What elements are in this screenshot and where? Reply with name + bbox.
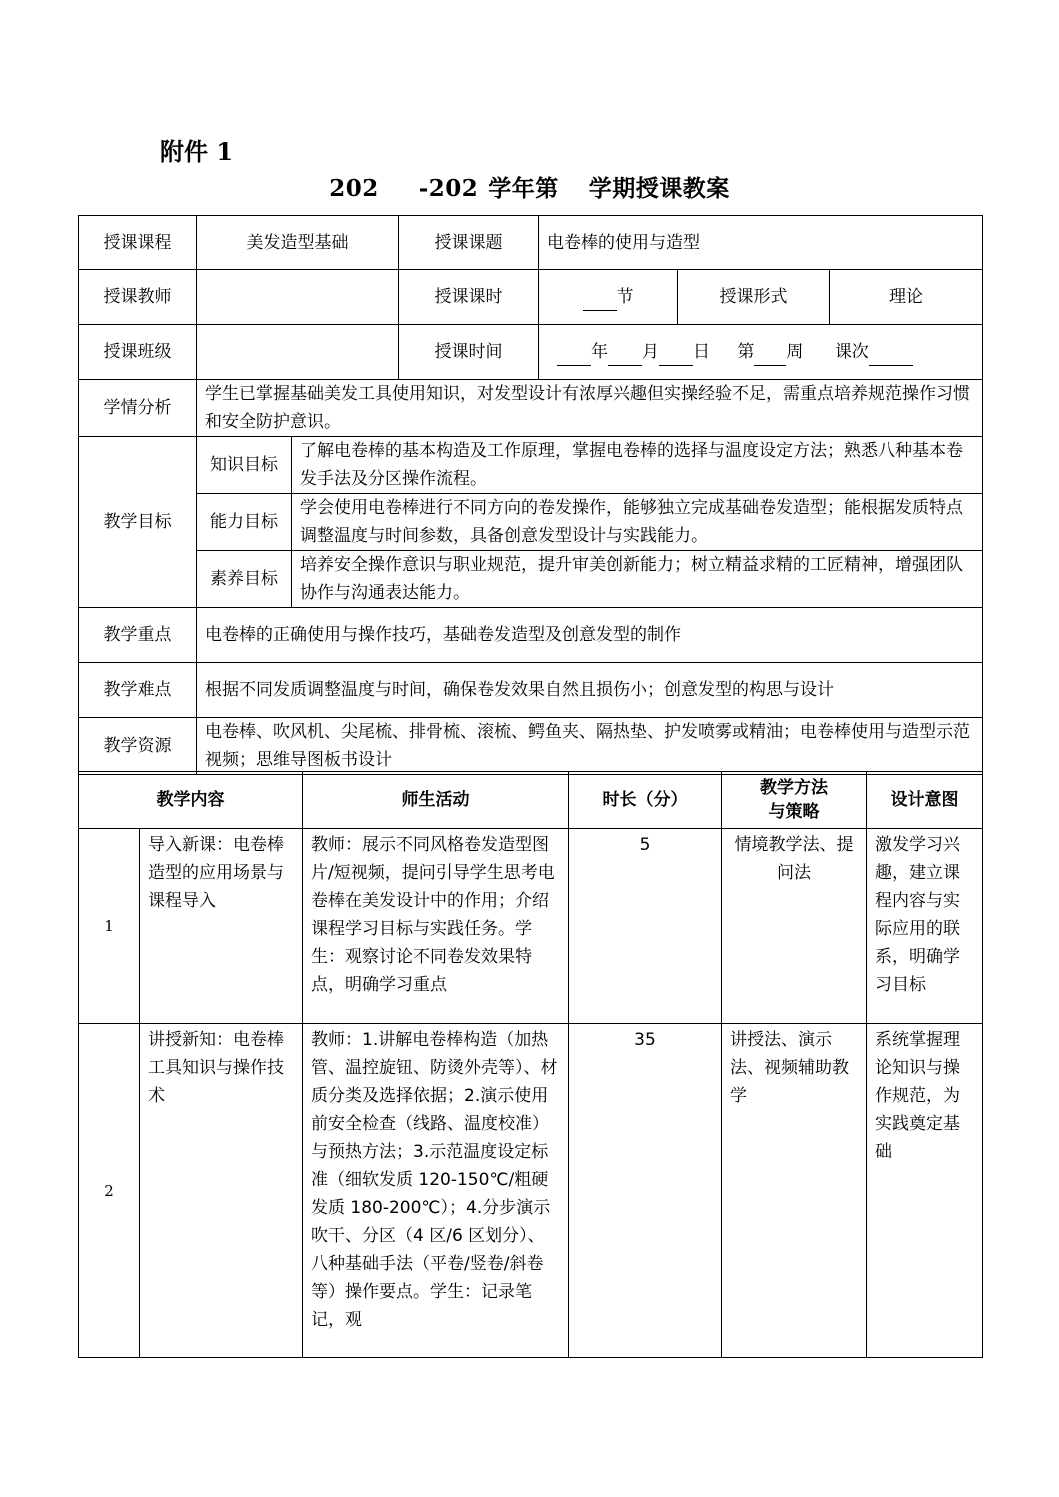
hours-unit: 节 xyxy=(616,287,634,307)
title-term-prefix: 学年第 xyxy=(488,175,559,202)
row-duration: 5 xyxy=(569,829,722,1024)
teaching-plan-table xyxy=(78,771,983,1358)
teacher-label: 授课教师 xyxy=(79,270,197,325)
goal-knowledge-value: 了解电卷棒的基本构造及工作原理，掌握电卷棒的选择与温度设定方法；熟悉八种基本卷发手法及分区操作流程。 xyxy=(292,437,983,494)
title-term-suffix: 学期授课教案 xyxy=(588,175,730,202)
row-method: 情境教学法、提问法 xyxy=(722,829,867,1024)
resource-value: 电卷棒、吹风机、尖尾梳、排骨梳、滚梳、鳄鱼夹、隔热垫、护发喷雾或精油；电卷棒使用与造型示范视频；思维导图板书设计 xyxy=(197,718,983,775)
difficulty-label: 教学难点 xyxy=(79,663,197,718)
table-row xyxy=(79,829,983,1024)
title-year-end: -202 xyxy=(418,175,479,202)
time-session: 课次 xyxy=(834,342,869,362)
row-content: 讲授新知：电卷棒工具知识与操作技术 xyxy=(140,1024,303,1358)
table-row xyxy=(79,1024,983,1358)
row-activity: 教师：展示不同风格卷发造型图片/短视频，提问引导学生思考电卷棒在美发设计中的作用；介绍课程学习目标与实践任务。学生：观察讨论不同卷发效果特点，明确学习重点 xyxy=(303,829,569,1024)
course-value: 美发造型基础 xyxy=(197,216,399,270)
header-method xyxy=(722,772,867,829)
goals-label: 教学目标 xyxy=(79,437,197,608)
row-intent: 激发学习兴趣，建立课程内容与实际应用的联系，明确学习目标 xyxy=(867,829,983,1024)
topic-value: 电卷棒的使用与造型 xyxy=(539,216,983,270)
attachment-label: 附件 1 xyxy=(160,137,234,166)
form-label: 授课形式 xyxy=(678,270,830,325)
goal-knowledge-label: 知识目标 xyxy=(197,437,292,494)
time-year: 年 xyxy=(591,342,608,362)
course-label: 授课课程 xyxy=(79,216,197,270)
header-content: 教学内容 xyxy=(79,772,303,829)
analysis-label: 学情分析 xyxy=(79,380,197,437)
row-activity: 教师：1.讲解电卷棒构造（加热管、温控旋钮、防烫外壳等）、材质分类及选择依据；2.演示使用前安全检查（线路、温度校准）与预热方法；3.示范温度设定标准（细软发质 120-150℃/粗硬发质 180-200℃）；4.分步演示吹干、分区（4 区/6 区划分）、八种基础手法（平卷/竖卷/斜卷等）操作要点。学生：记录笔记，观 xyxy=(303,1024,569,1358)
page-title xyxy=(0,170,1059,203)
row-content: 导入新课：电卷棒造型的应用场景与课程导入 xyxy=(140,829,303,1024)
time-value xyxy=(539,325,983,380)
resource-label: 教学资源 xyxy=(79,718,197,775)
header-activity: 师生活动 xyxy=(303,772,569,829)
form-value: 理论 xyxy=(830,270,983,325)
difficulty-value: 根据不同发质调整温度与时间，确保卷发效果自然且损伤小；创意发型的构思与设计 xyxy=(197,663,983,718)
time-month: 月 xyxy=(642,342,659,362)
goal-ability-value: 学会使用电卷棒进行不同方向的卷发操作，能够独立完成基础卷发造型；能根据发质特点调整温度与时间参数，具备创意发型设计与实践能力。 xyxy=(292,494,983,551)
row-index: 2 xyxy=(79,1024,140,1358)
title-year-start: 202 xyxy=(329,175,379,202)
header-intent: 设计意图 xyxy=(867,772,983,829)
class-label: 授课班级 xyxy=(79,325,197,380)
goal-ability-label: 能力目标 xyxy=(197,494,292,551)
key-label: 教学重点 xyxy=(79,608,197,663)
time-day: 日 xyxy=(693,342,710,362)
goal-quality-label: 素养目标 xyxy=(197,551,292,608)
hours-label: 授课课时 xyxy=(399,270,539,325)
time-week: 周 xyxy=(786,342,804,362)
key-value: 电卷棒的正确使用与操作技巧，基础卷发造型及创意发型的制作 xyxy=(197,608,983,663)
row-method: 讲授法、演示法、视频辅助教学 xyxy=(722,1024,867,1358)
topic-label: 授课课题 xyxy=(399,216,539,270)
teacher-value xyxy=(197,270,399,325)
header-method-line2: 与策略 xyxy=(768,802,820,822)
time-label: 授课时间 xyxy=(399,325,539,380)
row-intent: 系统掌握理论知识与操作规范，为实践奠定基础 xyxy=(867,1024,983,1358)
analysis-value: 学生已掌握基础美发工具使用知识，对发型设计有浓厚兴趣但实操经验不足，需重点培养规范操作习惯和安全防护意识。 xyxy=(197,380,983,437)
hours-value xyxy=(539,270,678,325)
row-duration: 35 xyxy=(569,1024,722,1358)
time-week-prefix: 第 xyxy=(737,342,755,362)
goal-quality-value: 培养安全操作意识与职业规范，提升审美创新能力；树立精益求精的工匠精神，增强团队协作与沟通表达能力。 xyxy=(292,551,983,608)
class-value xyxy=(197,325,399,380)
header-method-line1: 教学方法 xyxy=(760,778,828,798)
row-index: 1 xyxy=(79,829,140,1024)
lesson-info-table xyxy=(78,215,983,775)
header-duration: 时长（分） xyxy=(569,772,722,829)
